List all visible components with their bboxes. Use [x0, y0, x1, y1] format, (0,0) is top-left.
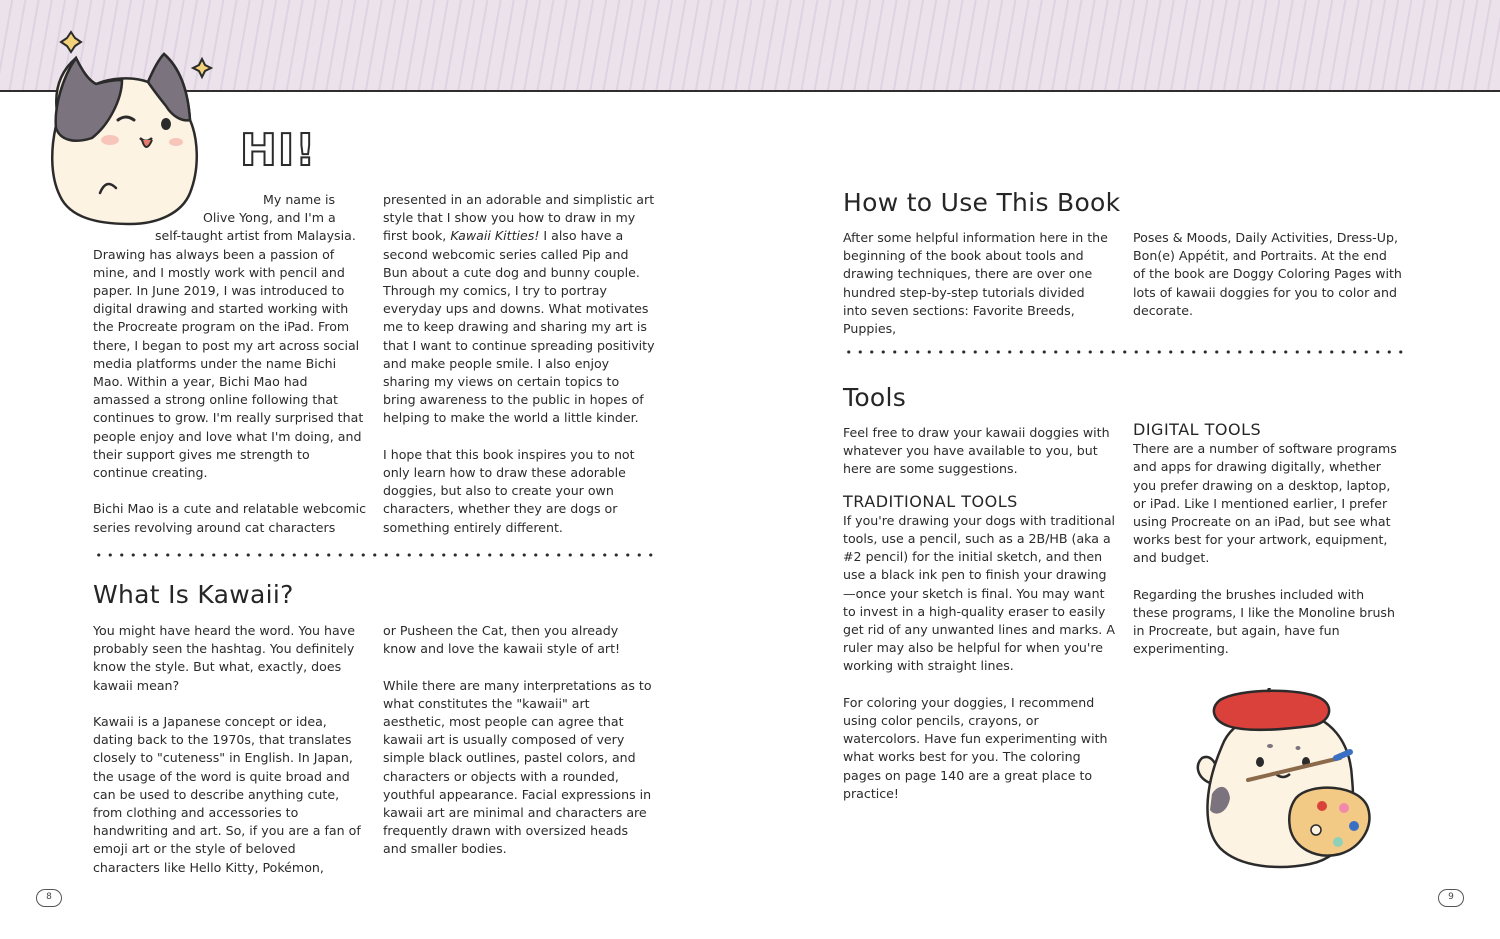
- kawaii-c2-paragraph-2: While there are many interpretations as to what constitutes the "kawaii" art aesthetic, most people can agree that kawaii art is usually composed of very simple black outlines, pastel colors, and characters or objects with a rounded, youthful appearance. Facial expressions in kawaii art are minimal and characters are frequently drawn with oversized heads and smaller bodies.: [383, 677, 652, 857]
- kawaii-c1-paragraph-1: You might have heard the word. You have probably seen the hashtag. You definitely know the style. But what, exactly, does kawaii mean?: [93, 623, 355, 693]
- intro-paragraph-1: [93, 191, 368, 482]
- tools-column-1: [843, 424, 1116, 803]
- kawaii-heading: What Is Kawaii?: [93, 580, 294, 609]
- traditional-tools-heading: TRADITIONAL TOOLS: [843, 491, 1018, 511]
- traditional-paragraph-2: For coloring your doggies, I recommend using color pencils, crayons, or watercolors. Have fun experimenting with what works best for you. The coloring pages on page 140 are a great place to practice!: [843, 694, 1108, 801]
- intro-line-2: Olive Yong, and I'm a: [203, 210, 336, 226]
- intro-rest: Drawing has always been a passion of mine, and I mostly work with pencil and paper. In June 2019, I was introduced to digital drawing and started working with the Procreate program on the iPad. From there, I began to post my art across social media platforms under the name Bichi Mao. Within a year, Bichi Mao had amassed a strong online following that continues to grow. I'm really surprised that people enjoy and love what I'm doing, and their support gives me strength to continue creating.: [93, 246, 364, 481]
- kawaii-column-2: [383, 622, 655, 859]
- digital-paragraph-2: Regarding the brushes included with these programs, I like the Monoline brush in Procreate, but again, have fun experimenting.: [1133, 586, 1395, 657]
- intro-column-1: [93, 191, 368, 537]
- intro-line-3: self-taught artist from Malaysia.: [155, 228, 356, 244]
- tools-heading: Tools: [843, 383, 907, 412]
- kawaii-c2-paragraph-1: or Pusheen the Cat, then you already know and love the kawaii style of art!: [383, 623, 621, 657]
- sparkle-icon: [193, 59, 211, 77]
- digital-paragraph-1: There are a number of software programs and apps for drawing digitally, whether you prefer drawing on a desktop, laptop, or iPad. Like I mentioned earlier, I prefer using Procreate on an iPad, but see what works best for your artwork, equipment, and budget.: [1133, 441, 1397, 566]
- howto-column-2: [1133, 229, 1403, 320]
- intro-col2-paragraph-1: [383, 191, 655, 428]
- kawaii-column-1: [93, 622, 365, 877]
- dotted-divider: [93, 553, 658, 557]
- intro-col2-paragraph-2: I hope that this book inspires you to not only learn how to draw these adorable doggies, but also to create your own characters, whether they are dogs or something entirely different.: [383, 446, 635, 535]
- page-number-left: 8: [36, 889, 62, 907]
- howto-paragraph-1: After some helpful information here in the beginning of the book about tools and drawing techniques, there are over one hundred step-by-step tutorials divided into seven sections: Favorite Breeds, Puppies,: [843, 230, 1108, 337]
- intro-paragraph-2: Bichi Mao is a cute and relatable webcomic series revolving around cat characters: [93, 501, 367, 535]
- book-title-kawaii-kitties: Kawaii Kitties!: [450, 228, 540, 244]
- col2-text-a: presented in an adorable and simplistic art style that I show you how to draw in my first book,: [383, 192, 655, 244]
- intro-line-1: My name is: [263, 192, 336, 207]
- digital-tools-heading: DIGITAL TOOLS: [1133, 420, 1262, 439]
- palette-icon: [1289, 788, 1369, 856]
- kawaii-c1-paragraph-2: Kawaii is a Japanese concept or idea, dating back to the 1970s, that translates closely to "cuteness" in English. In Japan, the usage of the word is quite broad and can be used to describe anything cute, from clothing and accessories to handwriting and art. So, if you are a fan of emoji art or the style of beloved characters like Hello Kitty, Pokémon,: [93, 714, 361, 875]
- sparkle-icon: [61, 32, 81, 52]
- intro-column-2: [383, 191, 655, 537]
- page-number-right: 9: [1438, 889, 1464, 907]
- dotted-divider: [843, 350, 1409, 354]
- tools-column-2: [1133, 421, 1403, 659]
- how-to-use-heading: How to Use This Book: [843, 188, 1121, 217]
- hi-title: HI!: [240, 125, 317, 176]
- col2-text-b: I also have a second webcomic series called Pip and Bun about a cute dog and bunny couple. Through my comics, I try to portray everyday ups and downs. What motivates me to keep drawing and sharing my art is that I want to continue spreading positivity and make people smile. I also enjoy sharing my views on certain topics to bring awareness to the public in hopes of helping to make the world a little kinder.: [383, 228, 655, 426]
- beret-icon: [1214, 691, 1329, 730]
- tools-intro: Feel free to draw your kawaii doggies with whatever you have available to you, but here are some suggestions.: [843, 425, 1110, 477]
- painter-dog-illustration: [1190, 688, 1380, 878]
- traditional-paragraph-1: If you're drawing your dogs with traditional tools, use a pencil, such as a 2B/HB (aka a #2 pencil) for the initial sketch, and then use a black ink pen to finish your drawing—once your sketch is final. You may want to invest in a high-quality eraser to easily get rid of any unwanted lines and marks. A ruler may also be helpful for when you're working with straight lines.: [843, 512, 1116, 674]
- howto-column-1: [843, 229, 1111, 338]
- howto-paragraph-2: Poses & Moods, Daily Activities, Dress-Up, Bon(e) Appétit, and Portraits. At the end of the book are Doggy Coloring Pages with lots of kawaii doggies for you to color and decorate.: [1133, 230, 1402, 318]
